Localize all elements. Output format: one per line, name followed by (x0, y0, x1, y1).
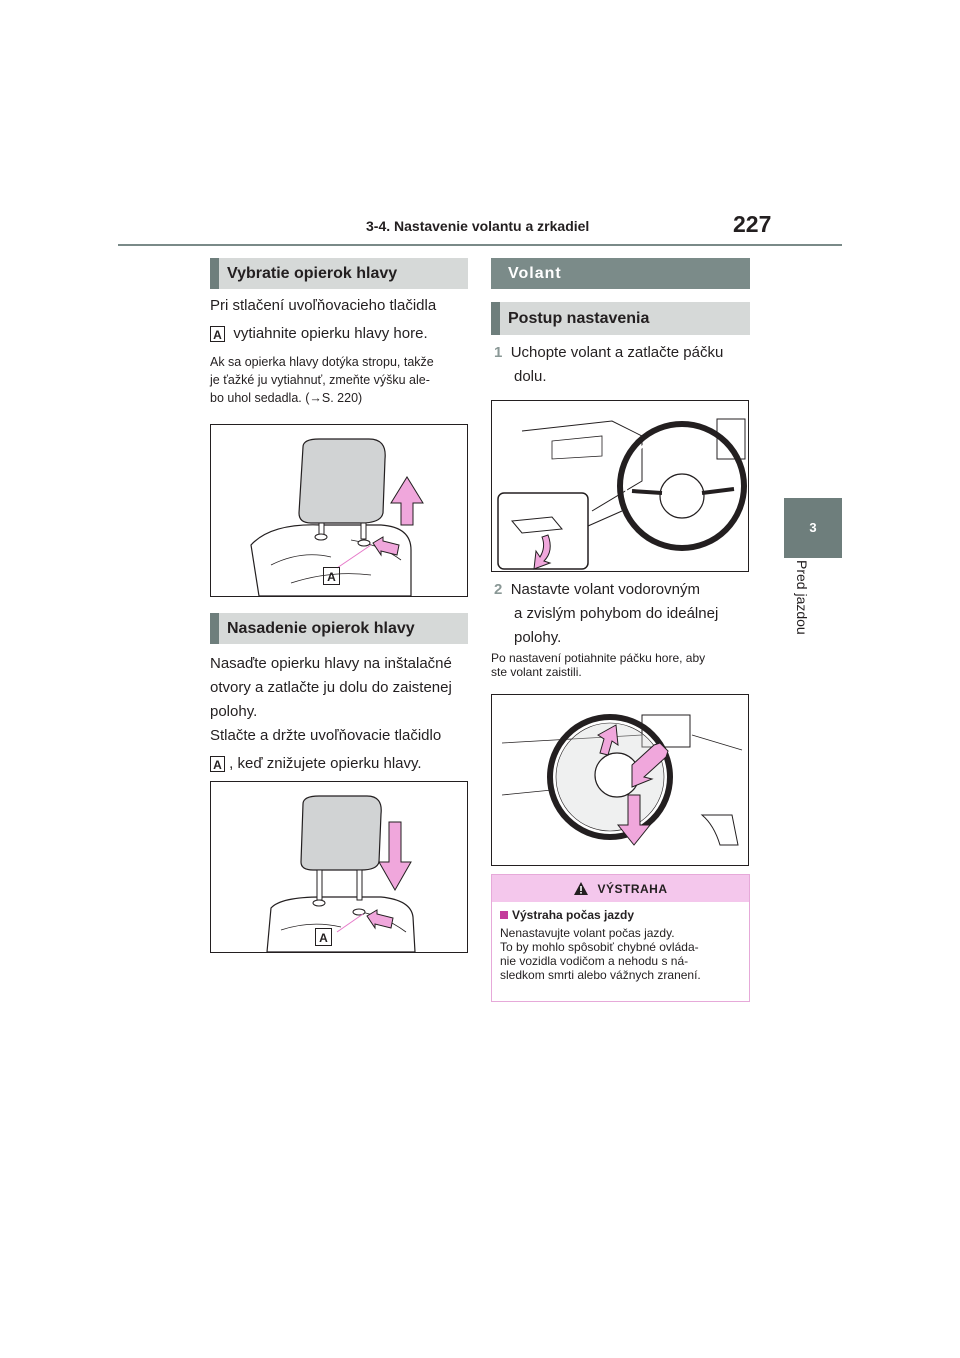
warning-title: VÝSTRAHA (597, 881, 668, 896)
install-instructions: Nasaďte opierku hlavy na inštalačné otvory a zatlačte ju dolu do zaistenej polohy. Stlačte a držte uvoľňovacie tlačidlo A , keď znižujete opierku hlavy. (210, 655, 452, 773)
warning-body: Výstraha počas jazdy Nenastavujte volant počas jazdy. To by mohlo spôsobiť chybné ovláda- nie vozidla vodičom a nehodu s ná- sledkom smrti alebo vážnych zranení. (500, 908, 701, 982)
section-heading-remove-headrest: Vybratie opierok hlavy (210, 258, 468, 289)
figure-remove-headrest (210, 424, 468, 597)
chapter-tab-label: Pred jazdou (794, 560, 810, 635)
arrow-down (379, 822, 411, 890)
lock-note: Po nastavení potiahnite páčku hore, aby ste volant zaistili. (491, 651, 706, 679)
marker-a: A (210, 326, 225, 342)
page-number: 227 (733, 211, 772, 237)
header-divider (118, 244, 842, 246)
warning-box (491, 874, 750, 1002)
step-2: 2 Nastavte volant vodorovným a zvislým pohybom do ideálnej polohy. (494, 581, 719, 646)
headrest-down-illustration (211, 782, 467, 952)
warning-triangle-icon (573, 881, 589, 896)
chapter-title: 3-4. Nastavenie volantu a zrkadiel (366, 218, 590, 234)
figure-lever-down (491, 400, 749, 572)
warning-header (492, 875, 749, 902)
figure-marker-a: A (315, 928, 332, 946)
figure-marker-a: A (323, 567, 340, 585)
steering-lever-illustration (492, 401, 748, 571)
remove-instructions: Pri stlačení uvoľňovacieho tlačidla A vytiahnite opierku hlavy hore. (210, 297, 437, 343)
bullet-square-icon (500, 911, 508, 919)
marker-a: A (210, 756, 225, 772)
section-heading-install-headrest: Nasadenie opierok hlavy (210, 613, 468, 644)
figure-install-headrest (210, 781, 468, 953)
arrow-up (391, 477, 423, 525)
remove-note: Ak sa opierka hlavy dotýka stropu, takže je ťažké ju vytiahnuť, zmeňte výšku ale- bo uhol sedadla. (→S. 220) (210, 355, 434, 405)
subheading-procedure: Postup nastavenia (491, 302, 750, 335)
figure-adjust-wheel (491, 694, 749, 866)
section-heading-steering: Volant (491, 258, 750, 289)
chapter-tab[interactable]: 3 (784, 498, 842, 558)
step-1: 1 Uchopte volant a zatlačte páčku dolu. (494, 344, 724, 385)
steering-adjust-illustration (492, 695, 748, 865)
